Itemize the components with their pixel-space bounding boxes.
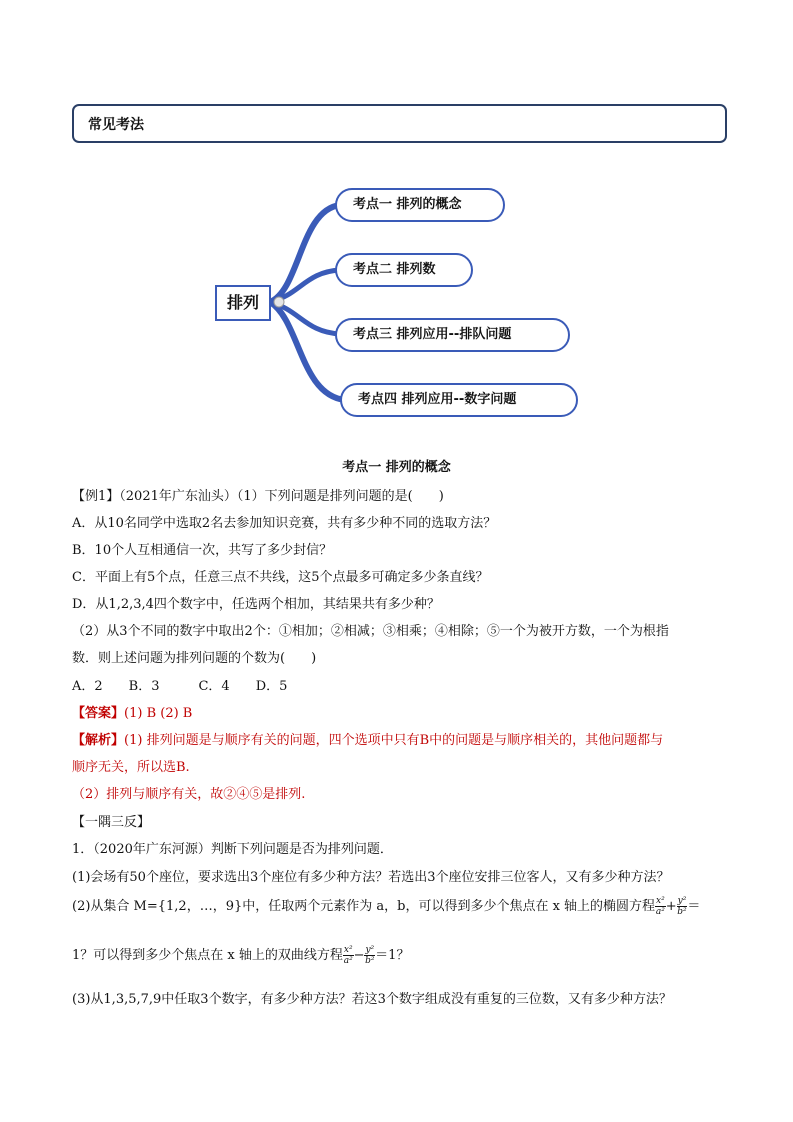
question-2-options: A．2 B．3 C．4 D．5	[72, 679, 288, 694]
mindmap-node-1: 考点一 排列的概念	[335, 188, 505, 222]
question-2-line-2: 数．则上述问题为排列问题的个数为( )	[72, 651, 317, 666]
answer-label: 【答案】	[72, 706, 125, 721]
analysis-line-2: 顺序无关，所以选B.	[72, 760, 190, 775]
option-b: B．10个人互相通信一次，共写了多少封信？	[72, 543, 333, 558]
hyperbola-fraction-y: $\frac{\text{y²}}{\text{b²}}$	[365, 945, 375, 966]
ellipse-fraction-y: $\frac{\text{y²}}{\text{b²}}$	[677, 896, 687, 917]
practice-part-3: (3)从1,3,5,7,9中任取3个数字，有多少种方法？若这3个数字组成没有重复的三位数，又有多少种方法？	[72, 992, 672, 1007]
mindmap-node-3: 考点三 排列应用--排队问题	[335, 318, 570, 352]
practice-part-2-line-2: 1？可以得到多少个焦点在 x 轴上的双曲线方程 $\frac{\text{x²}}{\text{a²}}$ − $\frac{\text{y²}}{\text{b²}}$ ＝1？	[72, 945, 410, 966]
hyperbola-fraction-x: $\frac{\text{x²}}{\text{a²}}$	[343, 945, 353, 966]
practice-part-2-line-1: (2)从集合 M={1,2，…，9}中，任取两个元素作为 a，b，可以得到多少个焦点在 x 轴上的椭圆方程 $\frac{\text{x²}}{\text{a²}}$ + $\frac{\text{y²}}{\text{b²}}$ ＝	[72, 896, 701, 917]
practice-label: 【一隅三反】	[72, 815, 151, 830]
example-line	[72, 485, 727, 504]
section-header-title: 常见考法	[88, 117, 144, 133]
analysis-text-1: (1) 排列问题是与顺序有关的问题，四个选项中只有B中的问题是与顺序相关的，其他问题都与	[124, 733, 664, 748]
section-title: 考点一 排列的概念	[342, 460, 451, 475]
mindmap-node-2: 考点二 排列数	[335, 253, 473, 287]
analysis-line-1	[72, 729, 727, 748]
answer-text: (1) B (2) B	[124, 706, 193, 721]
practice-question-1: 1．（2020年广东河源）判断下列问题是否为排列问题．	[72, 842, 393, 857]
practice-part-1: (1)会场有50个座位，要求选出3个座位有多少种方法？若选出3个座位安排三位客人，又有多少种方法？	[72, 870, 670, 885]
section-header-box	[72, 104, 727, 143]
answer-line	[72, 702, 727, 721]
practice-part-2-text-c: ＝1？	[375, 948, 410, 963]
practice-part-2-text: (2)从集合 M={1,2，…，9}中，任取两个元素作为 a，b，可以得到多少个焦点在 x 轴上的椭圆方程	[72, 899, 656, 914]
example-source: （2021年广东汕头）（1）下列问题是排列问题的是( )	[119, 489, 444, 504]
practice-part-2-text-b: 1？可以得到多少个焦点在 x 轴上的双曲线方程	[72, 948, 343, 963]
option-d: D．从1,2,3,4四个数字中，任选两个相加，其结果共有多少种？	[72, 597, 440, 612]
ellipse-fraction-x: $\frac{\text{x²}}{\text{a²}}$	[655, 896, 665, 917]
question-2-line-1: （2）从3个不同的数字中取出2个：①相加；②相减；③相乘；④相除；⑤一个为被开方数，一个为根指	[72, 624, 669, 639]
mindmap-node-4: 考点四 排列应用--数字问题	[340, 383, 578, 417]
example-lead: 【例1】	[72, 489, 120, 504]
mindmap-root: 排列	[215, 285, 271, 321]
analysis-line-3: （2）排列与顺序有关，故②④⑤是排列.	[72, 787, 306, 802]
option-c: C．平面上有5个点，任意三点不共线，这5个点最多可确定多少条直线？	[72, 570, 489, 585]
option-a: A．从10名同学中选取2名去参加知识竞赛，共有多少种不同的选取方法？	[72, 516, 497, 531]
analysis-label: 【解析】	[72, 733, 125, 748]
